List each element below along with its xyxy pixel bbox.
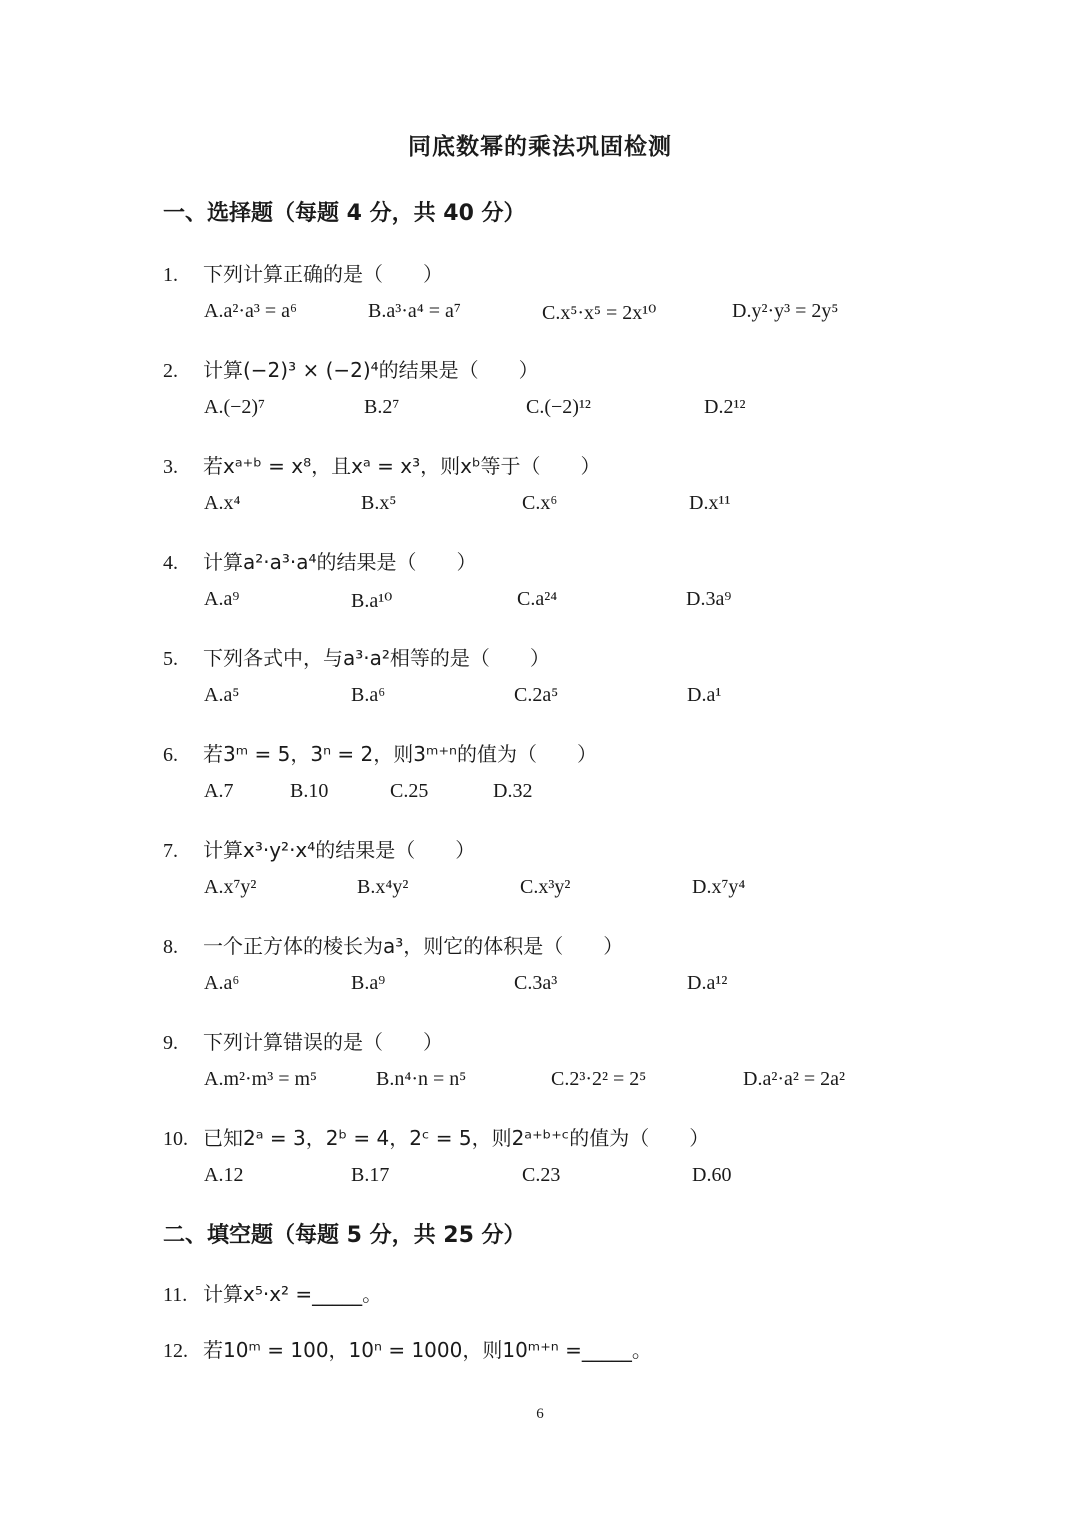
question-number: 12.	[163, 1340, 188, 1362]
option-a: A.a²·a³ = a⁶	[204, 300, 297, 322]
option-c: C.25	[390, 780, 429, 802]
option-b: B.2⁷	[364, 396, 400, 418]
question-10	[163, 1122, 709, 1151]
question-text: 下列各式中，与a³·a²相等的是（ ）	[203, 646, 550, 670]
question-number: 9.	[163, 1032, 178, 1054]
question-7	[163, 834, 475, 863]
question-3	[163, 450, 601, 479]
option-b: B.17	[351, 1164, 390, 1186]
question-number: 10.	[163, 1128, 188, 1150]
options-7	[204, 876, 984, 904]
question-text: 若xᵃ⁺ᵇ = x⁸，且xᵃ = x³，则xᵇ等于（ ）	[203, 454, 601, 478]
option-d: D.x⁷y⁴	[692, 876, 746, 898]
question-text: 计算x³·y²·x⁴的结果是（ ）	[203, 838, 476, 862]
question-5	[163, 642, 550, 671]
question-number: 8.	[163, 936, 178, 958]
question-text: 若3ᵐ = 5，3ⁿ = 2，则3ᵐ⁺ⁿ的值为（ ）	[203, 742, 597, 766]
option-d: D.a²·a² = 2a²	[743, 1068, 846, 1090]
option-d: D.60	[692, 1164, 732, 1186]
page-title: 同底数幂的乘法巩固检测	[408, 134, 672, 160]
question-number: 1.	[163, 264, 178, 286]
option-d: D.3a⁹	[686, 588, 732, 610]
option-a: A.7	[204, 780, 234, 802]
option-a: A.12	[204, 1164, 244, 1186]
question-text: 下列计算错误的是（ ）	[203, 1030, 443, 1054]
option-c: C.(−2)¹²	[526, 396, 591, 418]
question-2	[163, 354, 539, 383]
option-a: A.a⁵	[204, 684, 240, 706]
option-d: D.x¹¹	[689, 492, 731, 514]
options-6	[204, 780, 984, 808]
option-c: C.23	[522, 1164, 561, 1186]
option-c: C.a²⁴	[517, 588, 558, 610]
option-c: C.x⁵·x⁵ = 2x¹⁰	[542, 302, 657, 324]
option-b: B.x⁵	[361, 492, 397, 514]
option-b: B.a⁹	[351, 972, 386, 994]
options-10	[204, 1164, 984, 1192]
question-1	[163, 258, 443, 287]
question-9	[163, 1026, 443, 1055]
option-d: D.y²·y³ = 2y⁵	[732, 300, 839, 322]
question-number: 3.	[163, 456, 178, 478]
question-text: 下列计算正确的是（ ）	[203, 262, 443, 286]
option-a: A.a⁹	[204, 588, 240, 610]
question-6	[163, 738, 597, 767]
question-number: 5.	[163, 648, 178, 670]
option-c: C.2³·2² = 2⁵	[551, 1068, 647, 1090]
option-d: D.2¹²	[704, 396, 746, 418]
option-d: D.32	[493, 780, 533, 802]
question-number: 6.	[163, 744, 178, 766]
question-text: 计算x⁵·x² =_____。	[203, 1282, 383, 1306]
option-a: A.x⁴	[204, 492, 241, 514]
option-d: D.a¹	[687, 684, 722, 706]
option-b: B.n⁴·n = n⁵	[376, 1068, 467, 1090]
options-1	[204, 300, 984, 328]
question-number: 2.	[163, 360, 178, 382]
option-b: B.a³·a⁴ = a⁷	[368, 300, 461, 322]
option-b: B.x⁴y²	[357, 876, 409, 898]
question-text: 计算(−2)³ × (−2)⁴的结果是（ ）	[203, 358, 539, 382]
option-c: C.x⁶	[522, 492, 558, 514]
options-4	[204, 588, 984, 616]
section-heading-multiple-choice: 一、选择题（每题 4 分，共 40 分）	[163, 201, 526, 226]
question-text: 已知2ᵃ = 3，2ᵇ = 4，2ᶜ = 5，则2ᵃ⁺ᵇ⁺ᶜ的值为（ ）	[203, 1126, 710, 1150]
question-number: 7.	[163, 840, 178, 862]
question-number: 4.	[163, 552, 178, 574]
option-c: C.3a³	[514, 972, 558, 994]
options-8	[204, 972, 984, 1000]
option-b: B.a⁶	[351, 684, 386, 706]
option-b: B.10	[290, 780, 329, 802]
section-heading-fill-in-blank: 二、填空题（每题 5 分，共 25 分）	[163, 1223, 526, 1248]
question-text: 计算a²·a³·a⁴的结果是（ ）	[203, 550, 477, 574]
option-a: A.(−2)⁷	[204, 396, 266, 418]
options-3	[204, 492, 984, 520]
question-text: 一个正方体的棱长为a³，则它的体积是（ ）	[203, 934, 624, 958]
option-a: A.x⁷y²	[204, 876, 257, 898]
option-a: A.a⁶	[204, 972, 240, 994]
option-a: A.m²·m³ = m⁵	[204, 1068, 318, 1090]
option-b: B.a¹⁰	[351, 590, 393, 612]
question-4	[163, 546, 477, 575]
options-2	[204, 396, 984, 424]
question-8	[163, 930, 623, 959]
option-c: C.2a⁵	[514, 684, 559, 706]
question-number: 11.	[163, 1284, 188, 1306]
option-d: D.a¹²	[687, 972, 728, 994]
options-5	[204, 684, 984, 712]
question-12	[163, 1334, 652, 1363]
options-9	[204, 1068, 984, 1096]
question-text: 若10ᵐ = 100，10ⁿ = 1000，则10ᵐ⁺ⁿ =_____。	[203, 1338, 652, 1362]
page-number: 6	[536, 1406, 544, 1422]
question-11	[163, 1278, 382, 1307]
option-c: C.x³y²	[520, 876, 571, 898]
